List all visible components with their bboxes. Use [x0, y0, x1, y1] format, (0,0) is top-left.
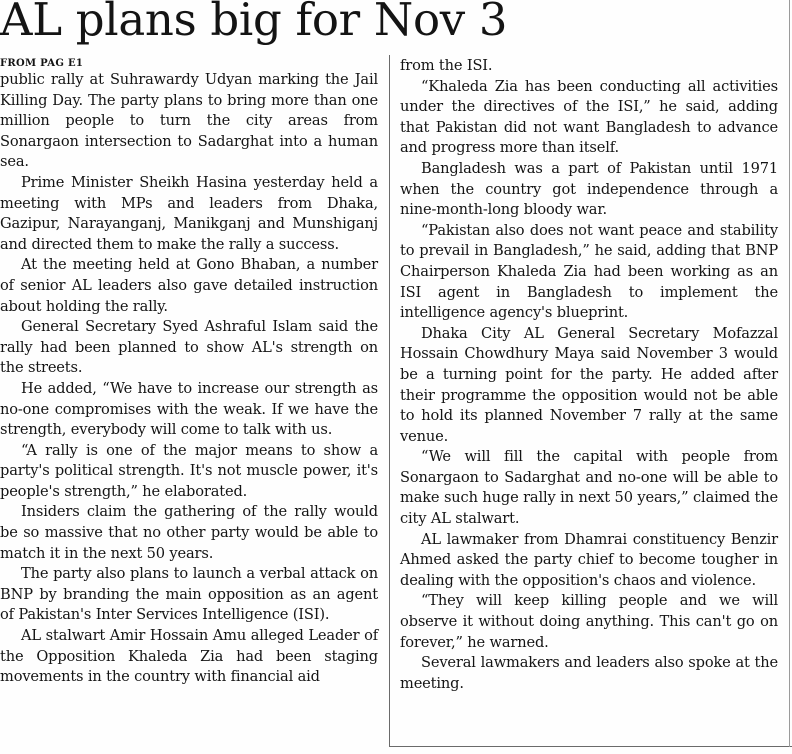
headline: AL plans big for Nov 3: [0, 0, 508, 46]
article-column-right: [400, 56, 778, 694]
article-column-left: [0, 54, 378, 688]
paragraph: Bangladesh was a part of Pakistan until 1971 when the country got independence through a nine-month-long bloody war.: [400, 159, 778, 219]
paragraph: from the ISI.: [400, 57, 493, 74]
right-border-rule: [789, 0, 790, 747]
paragraph: “We will fill the capital with people from Sonargaon to Sadarghat and no-one will be able to make such huge rally in next 50 years,” claimed the city AL stalwart.: [400, 448, 778, 528]
paragraph: At the meeting held at Gono Bhaban, a number of senior AL leaders also gave detailed instruction about holding the rally.: [0, 256, 378, 315]
paragraph: He added, “We have to increase our strength as no-one compromises with the weak. If we have the strength, everybody will come to talk with us.: [0, 379, 378, 439]
paragraph: AL lawmaker from Dhamrai constituency Benzir Ahmed asked the party chief to become tougher in dealing with the opposition's chaos and violence.: [400, 530, 778, 589]
paragraph: “Pakistan also does not want peace and stability to prevail in Bangladesh,” he said, adding that BNP Chairperson Khaleda Zia had been working as an ISI agent in Bangladesh to implement the intelligence agency's blueprint.: [400, 221, 778, 322]
jump-line: FROM PAG E1: [0, 58, 84, 69]
bottom-border-rule: [389, 746, 792, 747]
paragraph: “A rally is one of the major means to show a party's political strength. It's not muscle power, it's people's strength,” he elaborated.: [0, 441, 378, 500]
paragraph: public rally at Suhrawardy Udyan marking the Jail Killing Day. The party plans to bring more than one million people to turn the city areas from Sonargaon intersection to Sadarghat into a human sea.: [0, 71, 378, 171]
paragraph: Several lawmakers and leaders also spoke at the meeting.: [400, 654, 778, 692]
paragraph: Insiders claim the gathering of the rally would be so massive that no other party would be able to match it in the next 50 years.: [0, 503, 378, 562]
paragraph: AL stalwart Amir Hossain Amu alleged Leader of the Opposition Khaleda Zia had been staging movements in the country with financial aid: [0, 627, 378, 686]
column-divider: [389, 55, 390, 747]
paragraph: The party also plans to launch a verbal attack on BNP by branding the main opposition as an agent of Pakistan's Inter Services Intelligence (ISI).: [0, 565, 378, 624]
paragraph: General Secretary Syed Ashraful Islam said the rally had been planned to show AL's strength on the streets.: [0, 318, 378, 377]
paragraph: Dhaka City AL General Secretary Mofazzal Hossain Chowdhury Maya said November 3 would be a turning point for the party. He added after their programme the opposition would not be able to hold its planned November 7 rally at the same venue.: [400, 324, 778, 445]
paragraph: Prime Minister Sheikh Hasina yesterday held a meeting with MPs and leaders from Dhaka, Gazipur, Narayanganj, Manikganj and Munshiganj and directed them to make the rally a success.: [0, 173, 378, 253]
paragraph: “They will keep killing people and we will observe it without doing anything. This can't go on forever,” he warned.: [400, 592, 778, 651]
paragraph: “Khaleda Zia has been conducting all activities under the directives of the ISI,” he said, adding that Pakistan did not want Bangladesh to advance and progress more than itself.: [400, 77, 778, 157]
